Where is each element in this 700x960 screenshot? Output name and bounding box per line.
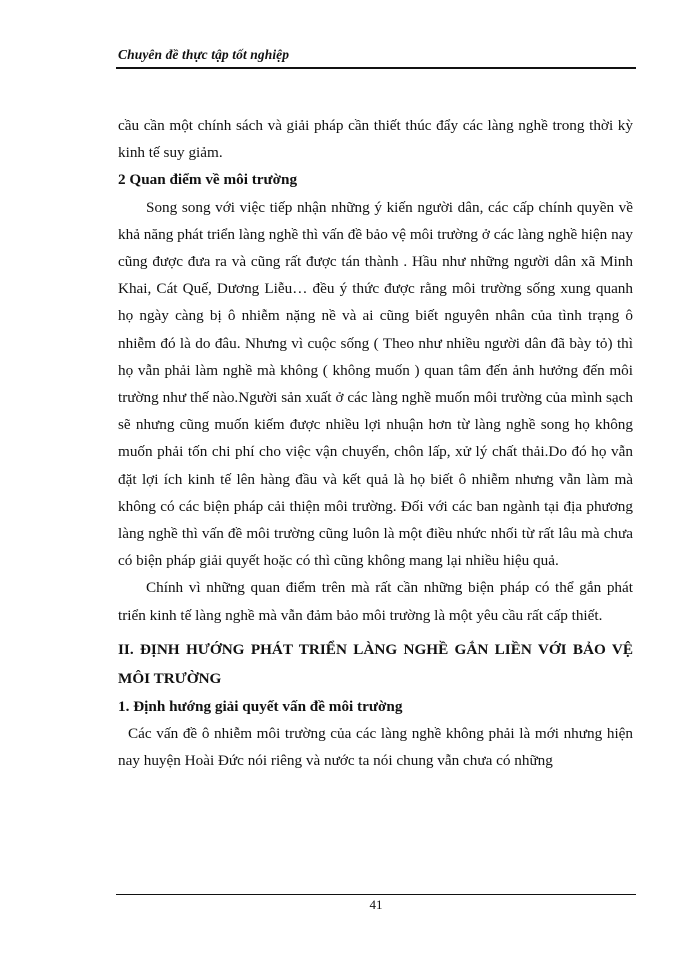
header-divider [116,67,636,69]
heading-subsection-1: 1. Định hướng giải quyết vấn đề môi trường [118,697,403,715]
header-title: Chuyên đề thực tập tốt nghiệp [118,47,290,62]
page-number: 41 [369,897,383,912]
paragraph-intro: cầu cần một chính sách và giải pháp cần thiết thúc đẩy các làng nghề trong thời kỳ kinh tế suy giảm. [118,117,633,162]
footer-divider [116,894,636,895]
paragraph-environment-view: Song song với việc tiếp nhận những ý kiến người dân, các cấp chính quyền về khả năng phát triển làng nghề thì vấn đề bảo vệ môi trường ở các làng nghề hiện nay cũng được đưa ra và cũng rất được tán thành . Hầu như những người dân xã Minh Khai, Cát Quế, Dương Liễu… đều ý thức được rằng môi trường sống xung quanh họ ngày càng bị ô nhiễm nặng nề và ai cũng biết nguyên nhân của tình trạng ô nhiễm đó là do đâu. Nhưng vì cuộc sống ( Theo như nhiều người dân đã bày tỏ) thì họ vẫn phải làm nghề mà không ( không muốn ) quan tâm đến ảnh hưởng đến môi trường như thế nào.Người sản xuất ở các làng nghề muốn môi trường của mình sạch sẽ nhưng cũng muốn kiếm được nhiều lợi nhuận hơn từ làng nghề song họ không muốn phải tốn chi phí cho việc vận chuyển, chôn lấp, xử lý chất thải.Do đó họ vẫn đặt lợi ích kinh tế lên hàng đầu và kết quả là họ biết ô nhiễm nhưng vẫn làm mà không có các biện pháp cải thiện môi trường. Đối với các ban ngành tại địa phương làng nghề thì vấn đề môi trường cũng luôn là một điều nhức nhối từ rất lâu mà chưa có biện pháp giải quyết hoặc có thì cũng không mang lại nhiều hiệu quả. [118,198,633,570]
page-content [118,112,633,774]
heading-environment-view: 2 Quan điểm về môi trường [118,171,298,189]
paragraph-conclusion: Chính vì những quan điểm trên mà rất cần những biện pháp có thể gắn phát triển kinh tế làng nghề mà vẫn đảm bảo môi trường là một yêu cầu rất cấp thiết. [118,579,633,624]
paragraph-subsection-1: Các vấn đề ô nhiễm môi trường của các làng nghề không phải là mới nhưng hiện nay huyện Hoài Đức nói riêng và nước ta nói chung vẫn chưa có những [118,725,633,770]
heading-section-ii: II. ĐỊNH HƯỚNG PHÁT TRIỂN LÀNG NGHỀ GẮN LIỀN VỚI BẢO VỆ MÔI TRƯỜNG [118,640,633,687]
